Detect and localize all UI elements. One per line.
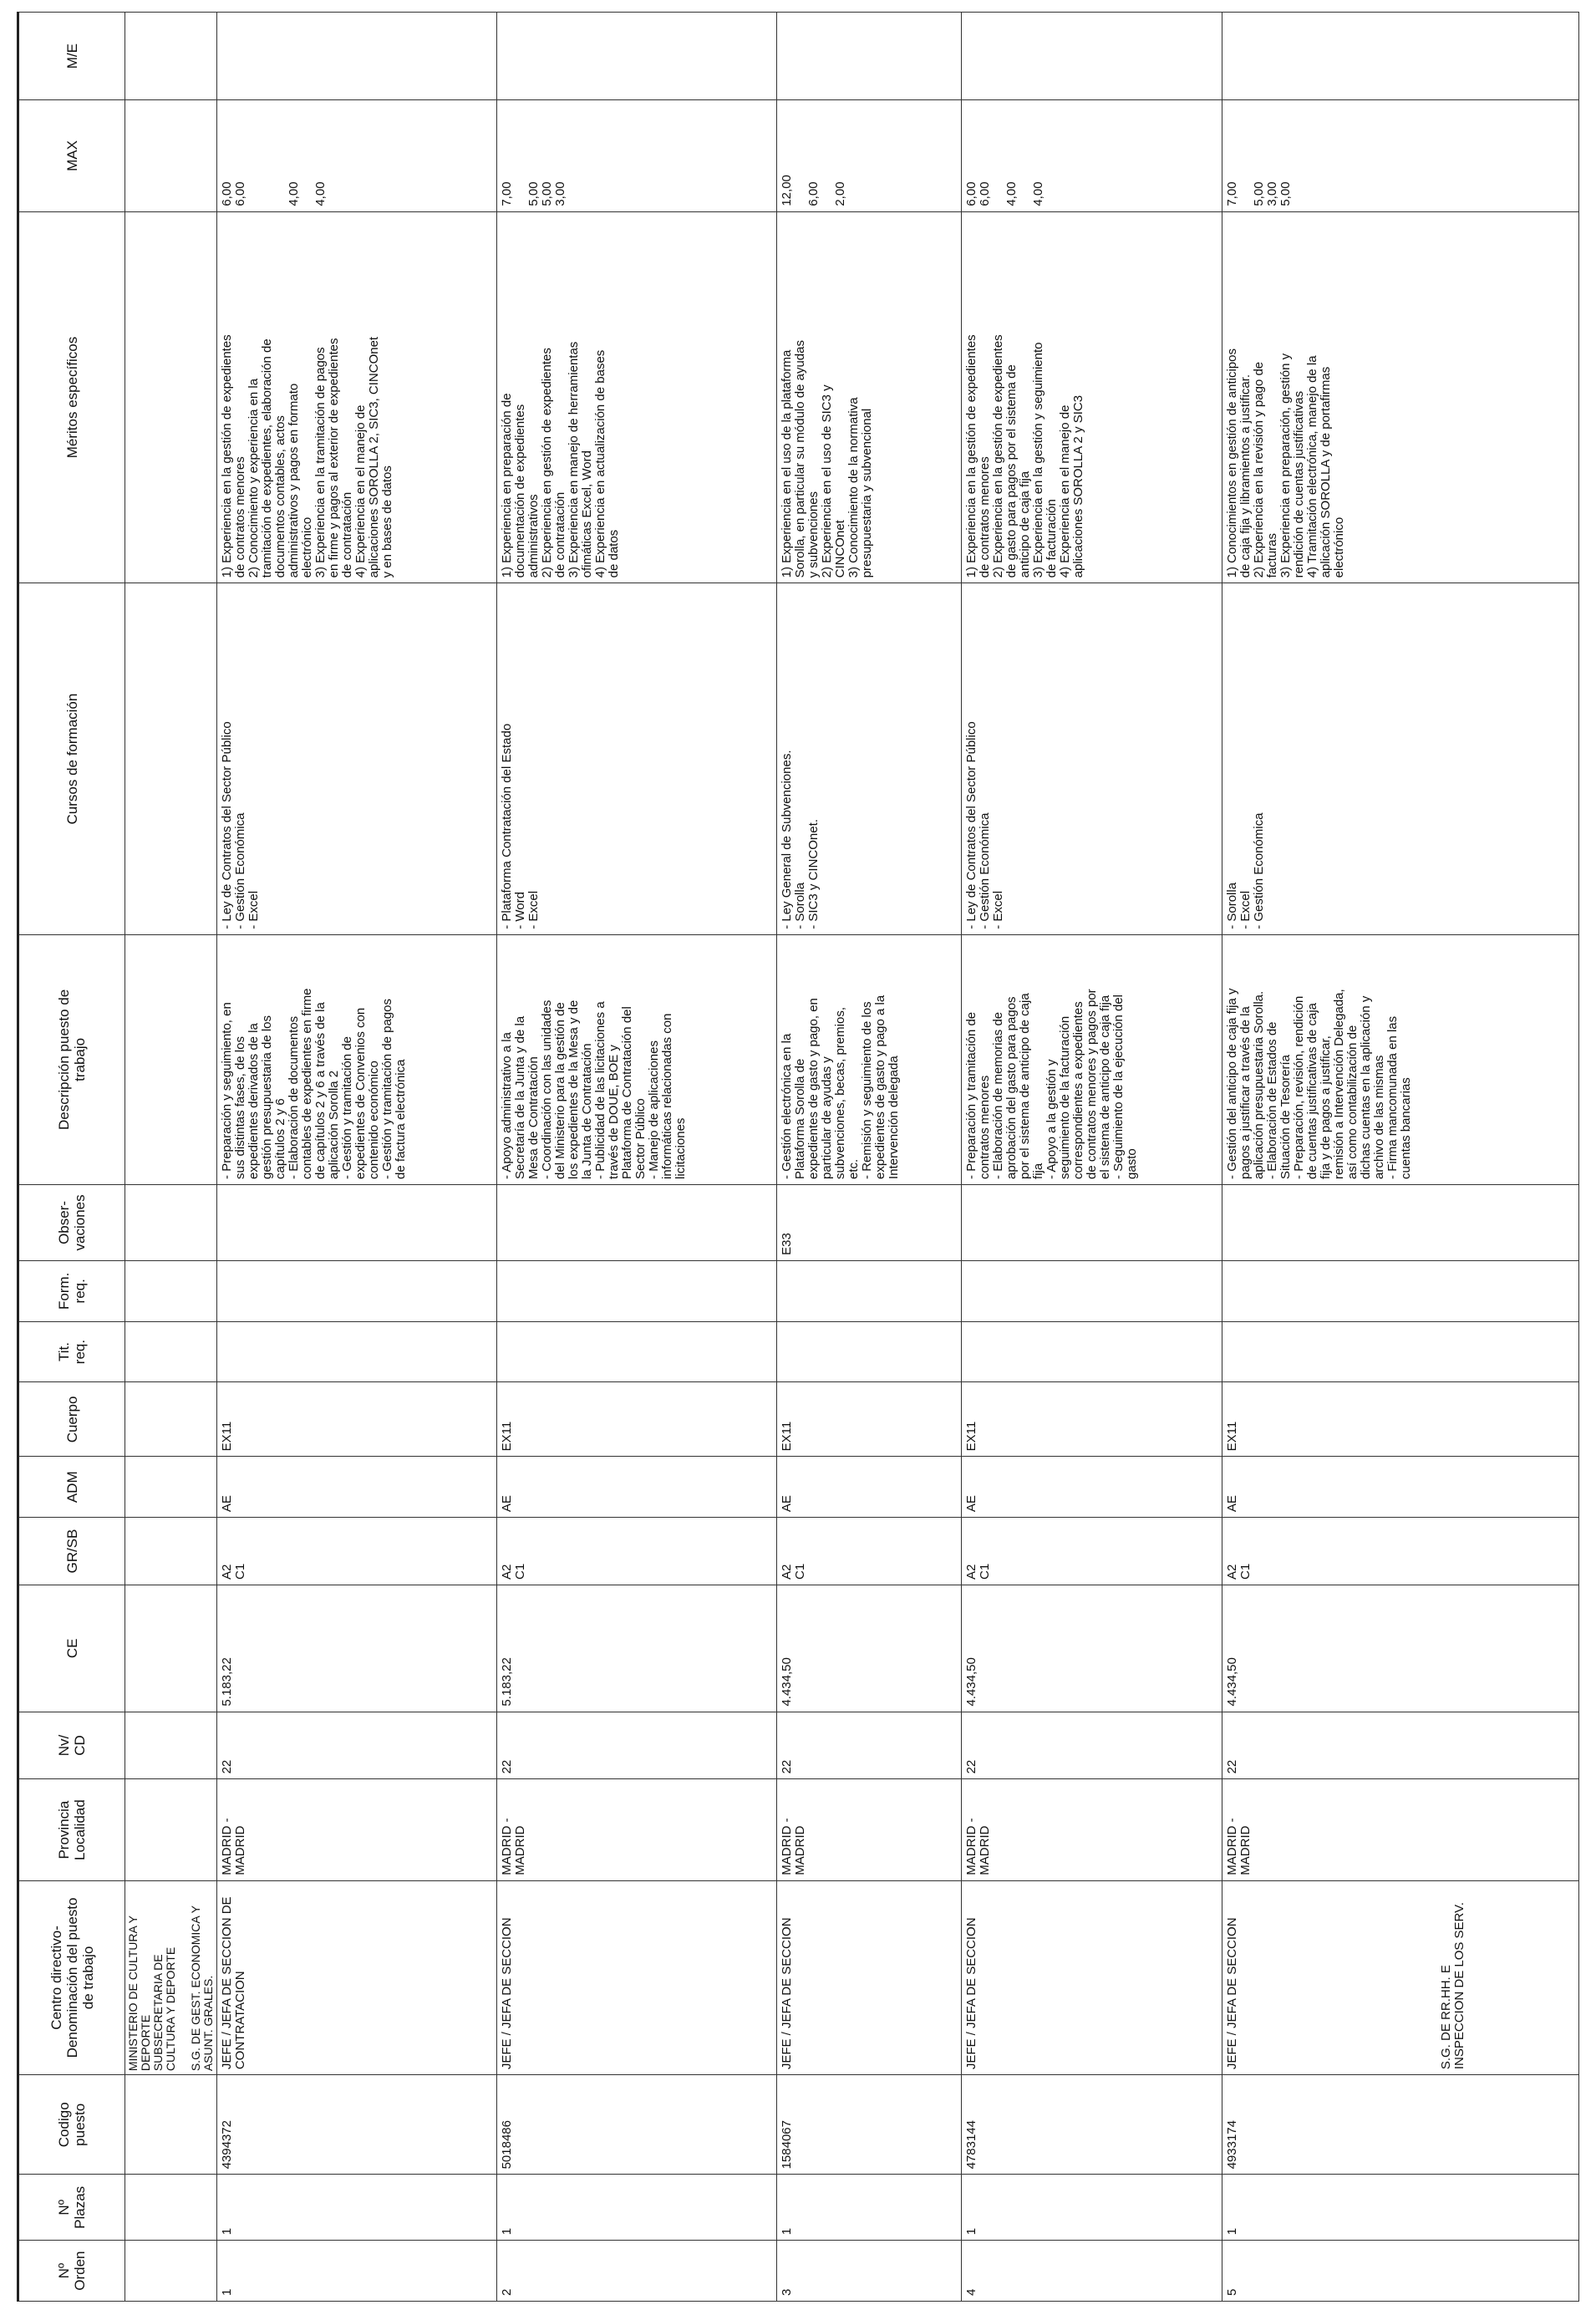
cell-nvcd: 22: [961, 1712, 1222, 1779]
cell-cursos: - Ley de Contratos del Sector Público - Gestión Económica - Excel: [961, 583, 1222, 934]
cell-meritos: 1) Conocimientos en gestión de anticipos de caja fija y libramientos a justificar. 2) Experiencia en la revisión y pago de facturas 3) Experiencia en preparación, gestión y rendición de cuentas justificativas 4) Tramitación electrónica, manejo de la aplicación SOROLLA y de portafirmas electrónico: [1222, 211, 1578, 583]
cell-codigo: 5018486: [497, 2075, 777, 2175]
col-header-plazas: Nº Plazas: [18, 2175, 125, 2241]
cell-centro: [1222, 1880, 1578, 2074]
cell-me: [777, 13, 961, 100]
positions-table: [17, 12, 1579, 2302]
cell-adm: AE: [961, 1457, 1222, 1518]
cell-adm: AE: [497, 1457, 777, 1518]
cell-max: 7,00 5,00 5,00 3,00: [497, 100, 777, 211]
cell-meritos: 1) Experiencia en preparación de documentación de expedientes administrativos 2) Experiencia en gestión de expedientes de contratación 3) Experiencia en manejo de herramientas ofimáticas Excel, Word 4) Experiencia en actualización de bases de datos: [497, 211, 777, 583]
cell-meritos: 1) Experiencia en la gestión de expedientes de contratos menores 2) Experiencia en la gestión de expedientes de gasto para pagos por el sistema de anticipo de caja fija 3) Experiencia en la gestión y seguimiento de facturación 4) Experiencia en el manejo de aplicaciones SOROLLA 2 y SIC3: [961, 211, 1222, 583]
cell-codigo: 1584067: [777, 2075, 961, 2175]
cell-obs: [961, 1184, 1222, 1260]
cell-descripcion: - Gestión del anticipo de caja fija y pagos a justificar a través de la aplicación presupuestaria Sorolla. - Elaboración de Estados de Situación de Tesorería - Preparación, revisión, rendición de cuentas justificativas de caja fija y de pagos a justificar, remisión a Intervención Delegada, así como contabilización de dichas cuentas en la aplicación y archivo de las mismas - Firma mancomunada en las cuentas bancarias: [1222, 934, 1578, 1184]
table-row: [961, 13, 1222, 2302]
cell-cuerpo: EX11: [777, 1382, 961, 1457]
cell-me: [497, 13, 777, 100]
header-row: [18, 13, 125, 2302]
col-header-grsb: GR/SB: [18, 1518, 125, 1585]
col-header-descripcion: Descripción puesto de trabajo: [18, 934, 125, 1184]
cell-grsb: A2 C1: [217, 1518, 497, 1585]
table-row: [1222, 13, 1578, 2302]
col-header-provincia: Provincia Localidad: [18, 1779, 125, 1880]
cell-centro: JEFE / JEFA DE SECCION: [497, 1880, 777, 2074]
sg-rrhh-section-header: S.G. DE RR.HH. E INSPECCION DE LOS SERV.: [1438, 1902, 1466, 2070]
cell-plazas: 1: [497, 2175, 777, 2241]
cell-ce: 4.434,50: [961, 1585, 1222, 1712]
cell-me: [1222, 13, 1578, 100]
cell-form: [1222, 1260, 1578, 1321]
col-header-centro: Centro directivo- Denominación del puesto de trabajo: [18, 1880, 125, 2074]
cell-provincia: MADRID - MADRID: [777, 1779, 961, 1880]
cell-meritos: 1) Experiencia en el uso de la plataforma Sorolla, en particular su módulo de ayudas y subvenciones 2) Experiencia en el uso de SIC3 y CINCOnet 3) Conocimiento de la normativa presupuestaria y subvencional: [777, 211, 961, 583]
cell-cursos: - Sorolla - Excel - Gestión Económica: [1222, 583, 1578, 934]
cell-ce: 5.183,22: [217, 1585, 497, 1712]
cell-adm: AE: [777, 1457, 961, 1518]
col-header-codigo: Codigo puesto: [18, 2075, 125, 2175]
cell-plazas: 1: [777, 2175, 961, 2241]
cell-provincia: MADRID - MADRID: [497, 1779, 777, 1880]
cell-descripcion: - Gestión electrónica en la Plataforma Sorolla de expedientes de gasto y pago, en particular de ayudas y subvenciones, becas, premios, etc. - Remisión y seguimiento de los expedientes de gasto y pago a la Intervención delegada: [777, 934, 961, 1184]
cell-descripcion: - Preparación y tramitación de contratos menores - Elaboración de memorias de aprobación del gasto para pagos por el sistema de anticipo de caja fija - Apoyo a la gestión y seguimiento de la facturación correspondientes a expedientes de contratos menores y pagos por el sistema de anticipo de caja fija - Seguimiento de la ejecución del gasto: [961, 934, 1222, 1184]
cell-tit: [777, 1321, 961, 1382]
cell-obs: E33: [777, 1184, 961, 1260]
cell-form: [961, 1260, 1222, 1321]
cell-form: [497, 1260, 777, 1321]
section-header-row: [125, 13, 217, 2302]
cell-tit: [217, 1321, 497, 1382]
table-row: [497, 13, 777, 2302]
cell-tit: [497, 1321, 777, 1382]
cell-meritos: 1) Experiencia en la gestión de expedientes de contratos menores 2) Conocimiento y experiencia en la tramitación de expedientes, elaboración de documentos contables, actos administrativos y pagos en formato electrónico 3) Experiencia en la tramitación de pagos en firme y pagos al exterior de expedientes de contratación 4) Experiencia en el manejo de aplicaciones SOROLLA 2, SIC3, CINCOnet y en bases de datos: [217, 211, 497, 583]
cell-grsb: A2 C1: [497, 1518, 777, 1585]
cell-max: 6,00 6,00 4,00 4,00: [217, 100, 497, 211]
col-header-cuerpo: Cuerpo: [18, 1382, 125, 1457]
cell-descripcion: - Preparación y seguimiento, en sus distintas fases, de los expedientes derivados de la gestión presupuestaria de los capítulos 2 y 6 - Elaboración de documentos contables de expedientes en firme de capítulos 2 y 6 a través de la aplicación Sorolla 2 - Gestión y tramitación de expedientes de Convenios con contenido económico - Gestión y tramitación de pagos de factura electrónica: [217, 934, 497, 1184]
cell-ce: 4.434,50: [1222, 1585, 1578, 1712]
cell-orden: 2: [497, 2241, 777, 2302]
cell-orden: 4: [961, 2241, 1222, 2302]
cell-orden: 5: [1222, 2241, 1578, 2302]
cell-descripcion: - Apoyo administrativo a la Secretaría de la Junta y de la Mesa de Contratación - Coordinación con las unidades del Ministerio para la gestión de los expedientes de la Mesa y de la Junta de Contratación - Publicidad de las licitaciones a través de DOUE, BOE y Plataforma de Contratación del Sector Público - Manejo de aplicaciones informáticas relacionadas con licitaciones: [497, 934, 777, 1184]
cell-adm: AE: [1222, 1457, 1578, 1518]
cell-form: [217, 1260, 497, 1321]
cell-cuerpo: EX11: [497, 1382, 777, 1457]
cell-cursos: - Ley de Contratos del Sector Público - Gestión Económica - Excel: [217, 583, 497, 934]
cell-cuerpo: EX11: [1222, 1382, 1578, 1457]
cell-grsb: A2 C1: [777, 1518, 961, 1585]
col-header-adm: ADM: [18, 1457, 125, 1518]
cell-grsb: A2 C1: [961, 1518, 1222, 1585]
cell-centro: JEFE / JEFA DE SECCION: [961, 1880, 1222, 2074]
cell-nvcd: 22: [777, 1712, 961, 1779]
cell-max: 7,00 5,00 3,00 5,00: [1222, 100, 1578, 211]
cell-cursos: - Plataforma Contratación del Estado - Word - Excel: [497, 583, 777, 934]
cell-nvcd: 22: [1222, 1712, 1578, 1779]
col-header-me: M/E: [18, 13, 125, 100]
cell-obs: [217, 1184, 497, 1260]
cell-cursos: - Ley General de Subvenciones. - Sorolla - SIC3 y CINCOnet.: [777, 583, 961, 934]
cell-codigo: 4394372: [217, 2075, 497, 2175]
cell-grsb: A2 C1: [1222, 1518, 1578, 1585]
cell-tit: [1222, 1321, 1578, 1382]
cell-form: [777, 1260, 961, 1321]
cell-centro-title: JEFE / JEFA DE SECCION: [1224, 1917, 1239, 2070]
cell-orden: 3: [777, 2241, 961, 2302]
table-row: [217, 13, 497, 2302]
cell-me: [961, 13, 1222, 100]
cell-orden: 1: [217, 2241, 497, 2302]
cell-codigo: 4783144: [961, 2075, 1222, 2175]
cell-provincia: MADRID - MADRID: [961, 1779, 1222, 1880]
cell-centro: JEFE / JEFA DE SECCION DE CONTRATACION: [217, 1880, 497, 2074]
cell-nvcd: 22: [497, 1712, 777, 1779]
col-header-ce: CE: [18, 1585, 125, 1712]
cell-nvcd: 22: [217, 1712, 497, 1779]
col-header-max: MAX: [18, 100, 125, 211]
table-row: [777, 13, 961, 2302]
cell-plazas: 1: [961, 2175, 1222, 2241]
cell-adm: AE: [217, 1457, 497, 1518]
cell-obs: [1222, 1184, 1578, 1260]
col-header-cursos: Cursos de formación: [18, 583, 125, 934]
cell-max: 12,00 6,00 2,00: [777, 100, 961, 211]
cell-provincia: MADRID - MADRID: [217, 1779, 497, 1880]
cell-provincia: MADRID - MADRID: [1222, 1779, 1578, 1880]
col-header-obs: Obser- vaciones: [18, 1184, 125, 1260]
cell-plazas: 1: [217, 2175, 497, 2241]
cell-tit: [961, 1321, 1222, 1382]
cell-codigo: 4933174: [1222, 2075, 1578, 2175]
cell-plazas: 1: [1222, 2175, 1578, 2241]
cell-me: [217, 13, 497, 100]
col-header-meritos: Méritos específicos: [18, 211, 125, 583]
cell-max: 6,00 6,00 4,00 4,00: [961, 100, 1222, 211]
cell-ce: 4.434,50: [777, 1585, 961, 1712]
ministry-section-header: MINISTERIO DE CULTURA Y DEPORTE SUBSECRETARIA DE CULTURA Y DEPORTE S.G. DE GEST. ECONOMICA Y ASUNT. GRALES.: [125, 1880, 217, 2074]
cell-obs: [497, 1184, 777, 1260]
cell-ce: 5.183,22: [497, 1585, 777, 1712]
cell-cuerpo: EX11: [961, 1382, 1222, 1457]
cell-cuerpo: EX11: [217, 1382, 497, 1457]
col-header-tit: Tit. req.: [18, 1321, 125, 1382]
col-header-orden: Nº Orden: [18, 2241, 125, 2302]
col-header-nvcd: Nv/ CD: [18, 1712, 125, 1779]
cell-centro: JEFE / JEFA DE SECCION: [777, 1880, 961, 2074]
col-header-form: Form. req.: [18, 1260, 125, 1321]
